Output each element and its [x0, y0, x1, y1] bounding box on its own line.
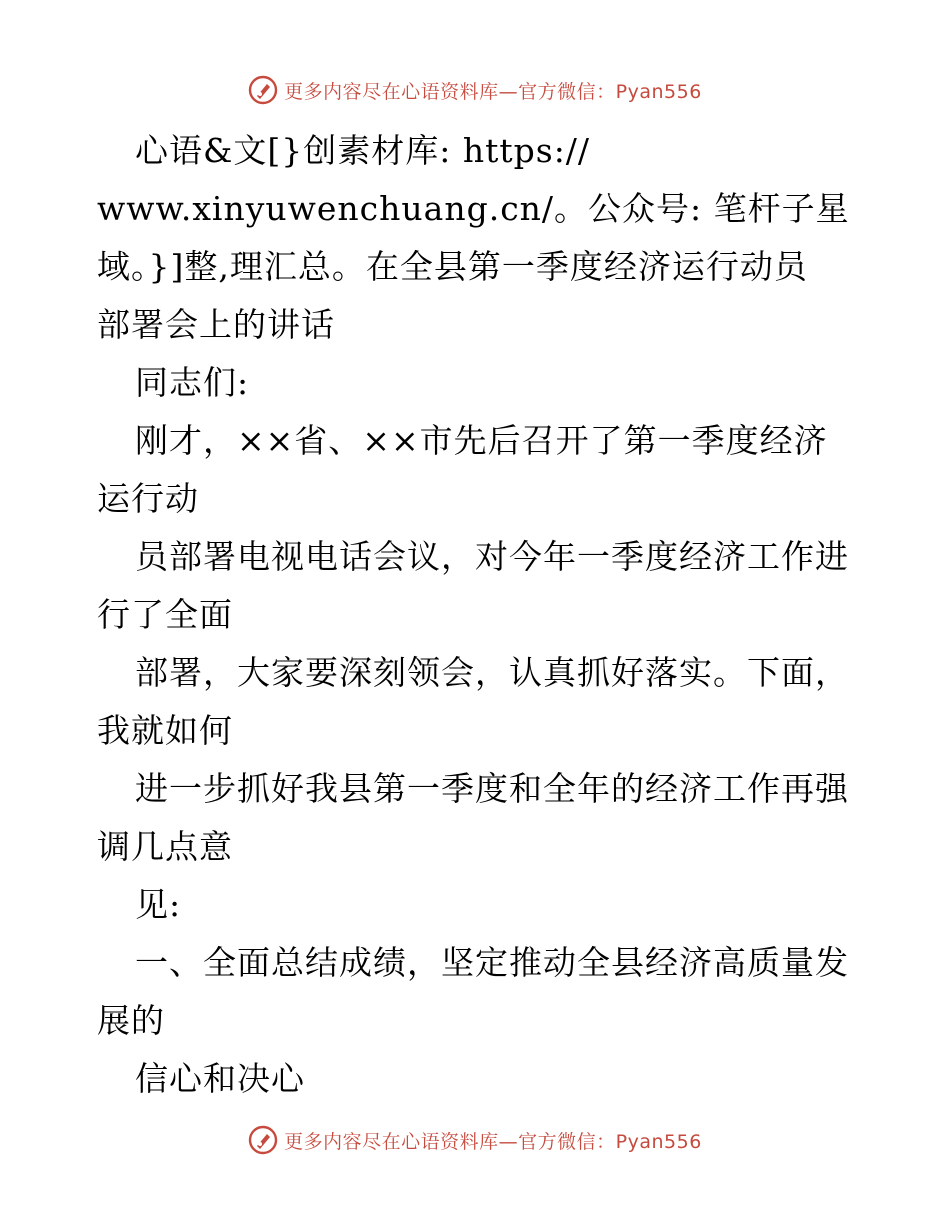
text-line: 域。}]整,理汇总。在全县第一季度经济运行动员 [97, 247, 808, 286]
text-line: 同志们: [135, 363, 250, 402]
text-line: 展的 [97, 1001, 165, 1040]
text-line: 刚才，××省、××市先后召开了第一季度经济 [135, 421, 828, 460]
text-line: 部署，大家要深刻领会，认真抓好落实。下面， [135, 653, 849, 692]
footer-banner [0, 1120, 950, 1160]
pen-logo-icon [248, 75, 278, 105]
text-line: 部署会上的讲话 [97, 305, 335, 344]
text-line: 行了全面 [97, 595, 233, 634]
text-line: 我就如何 [97, 711, 233, 750]
text-line: 见: [135, 885, 182, 924]
text-line: 进一步抓好我县第一季度和全年的经济工作再强 [135, 769, 849, 808]
banner-text: 更多内容尽在心语资料库—官方微信：Pyan556 [284, 1130, 702, 1153]
text-line: 心语&文[}创素材库: https:// [135, 131, 591, 170]
text-line: 一、全面总结成绩，坚定推动全县经济高质量发 [135, 943, 849, 982]
text-line: 调几点意 [97, 827, 233, 866]
text-line: www.xinyuwenchuang.cn/。公众号: 笔杆子星 [97, 189, 850, 228]
banner-text: 更多内容尽在心语资料库—官方微信：Pyan556 [284, 80, 702, 103]
text-line: 信心和决心 [135, 1059, 305, 1098]
text-line: 运行动 [97, 479, 199, 518]
document-body [97, 122, 867, 1108]
text-line: 员部署电视电话会议，对今年一季度经济工作进 [135, 537, 849, 576]
header-banner [0, 70, 950, 110]
pen-logo-icon [248, 1125, 278, 1155]
